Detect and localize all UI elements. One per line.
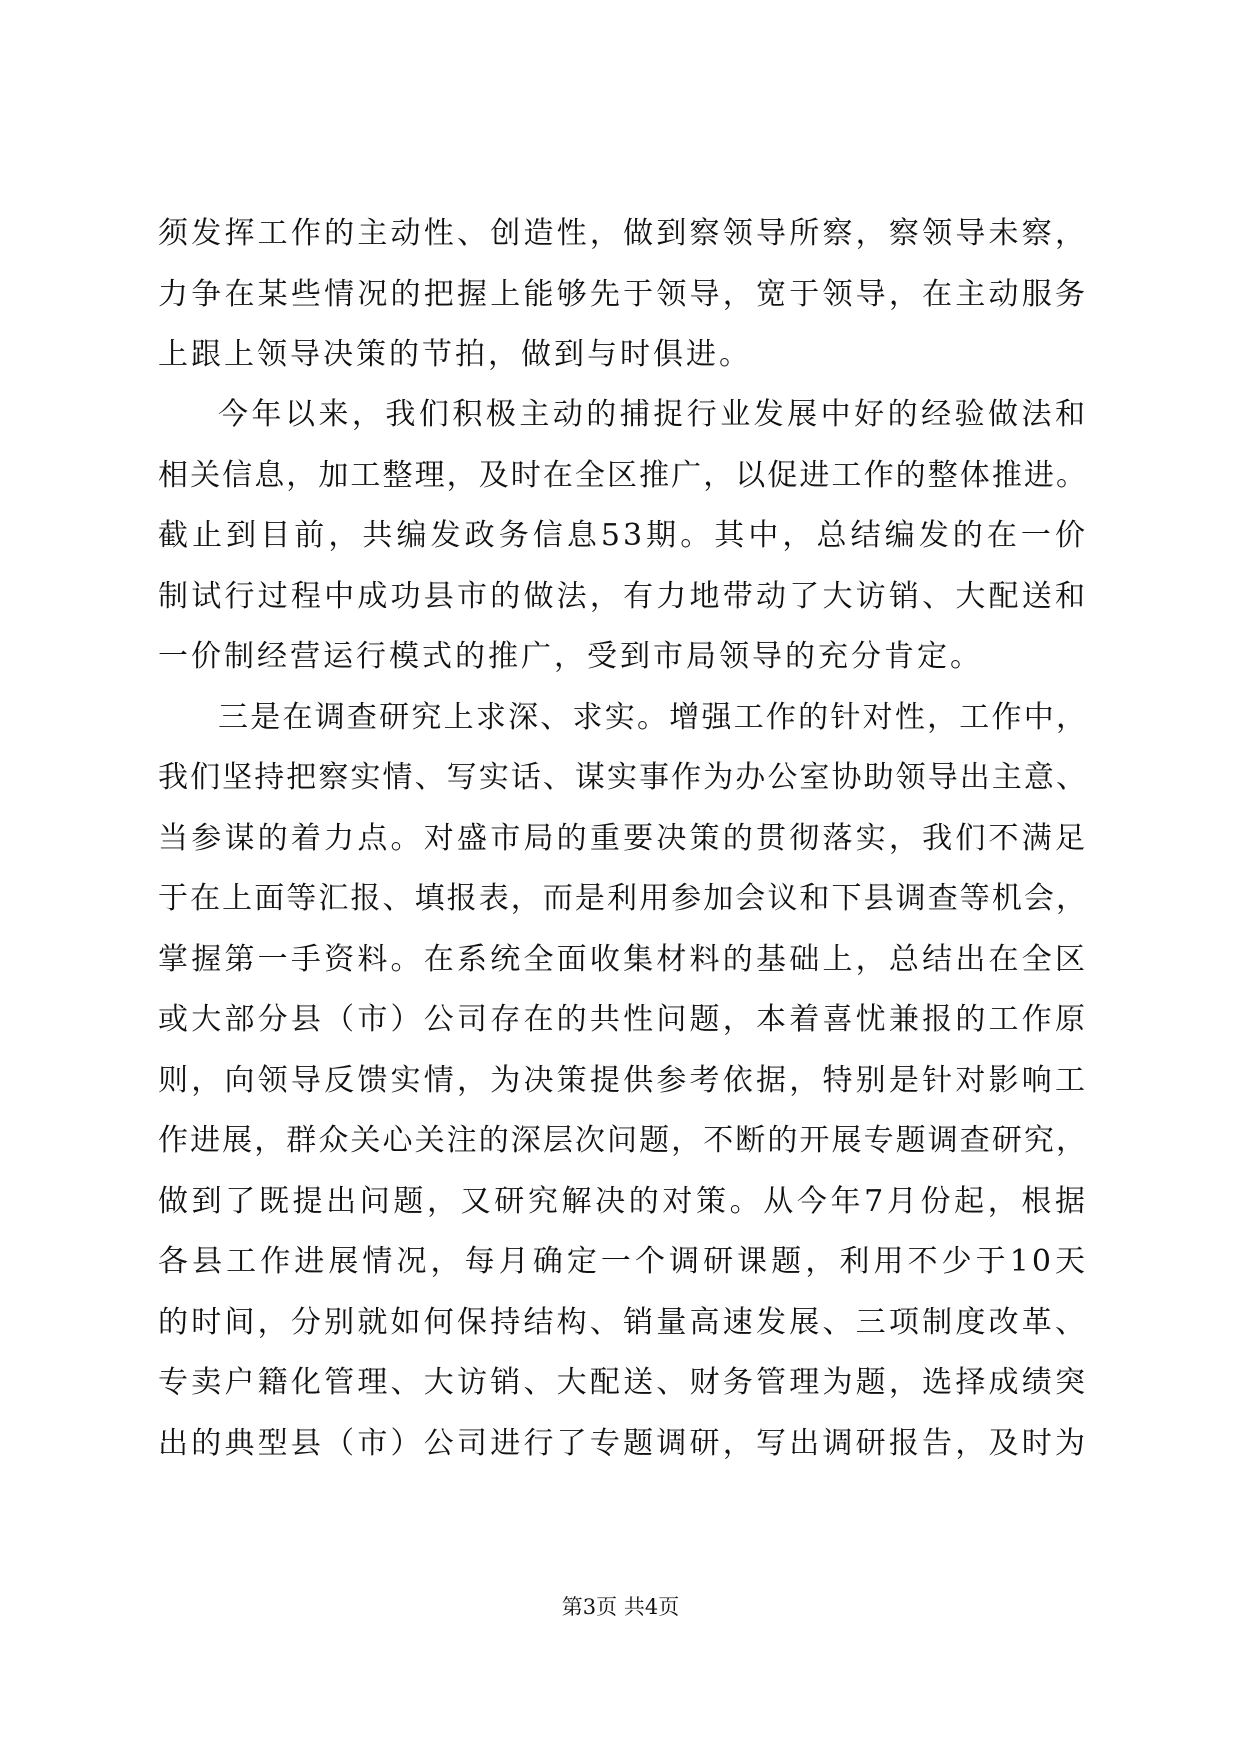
text-line: 专卖户籍化管理、大访销、大配送、财务管理为题，选择成绩突 xyxy=(158,1365,1088,1400)
text-line: 则，向领导反馈实情，为决策提供参考依据，特别是针对影响工 xyxy=(158,1063,1088,1098)
text-line: 各县工作进展情况，每月确定一个调研课题，利用不少于10天 xyxy=(158,1244,1088,1279)
paragraph-first-line: 三是在调查研究上求深、求实。增强工作的针对性，工作中， xyxy=(218,700,1088,735)
text-line: 作进展，群众关心关注的深层次问题，不断的开展专题调查研究， xyxy=(158,1123,1088,1158)
text-line: 制试行过程中成功县市的做法，有力地带动了大访销、大配送和 xyxy=(158,579,1088,614)
page-number: 第3页 共4页 xyxy=(561,1595,680,1619)
text-line: 一价制经营运行模式的推广，受到市局领导的充分肯定。 xyxy=(158,639,983,674)
text-line: 或大部分县（市）公司存在的共性问题，本着喜忧兼报的工作原 xyxy=(158,1002,1088,1037)
text-line: 须发挥工作的主动性、创造性，做到察领导所察，察领导未察， xyxy=(158,216,1088,251)
text-line: 力争在某些情况的把握上能够先于领导，宽于领导，在主动服务 xyxy=(158,277,1088,312)
text-line: 的时间，分别就如何保持结构、销量高速发展、三项制度改革、 xyxy=(158,1305,1088,1340)
text-line: 截止到目前，共编发政务信息53期。其中，总结编发的在一价 xyxy=(158,518,1088,553)
text-line: 当参谋的着力点。对盛市局的重要决策的贯彻落实，我们不满足 xyxy=(158,821,1088,856)
text-line: 相关信息，加工整理，及时在全区推广，以促进工作的整体推进。 xyxy=(158,458,1088,493)
text-line: 我们坚持把察实情、写实话、谋实事作为办公室协助领导出主意、 xyxy=(158,760,1088,795)
paragraph-first-line: 今年以来，我们积极主动的捕捉行业发展中好的经验做法和 xyxy=(218,397,1088,432)
text-line: 做到了既提出问题，又研究解决的对策。从今年7月份起，根据 xyxy=(158,1184,1088,1219)
text-line: 于在上面等汇报、填报表，而是利用参加会议和下县调查等机会， xyxy=(158,881,1088,916)
page-footer xyxy=(0,1593,1241,1621)
text-line: 出的典型县（市）公司进行了专题调研，写出调研报告，及时为 xyxy=(158,1426,1088,1461)
text-line: 掌握第一手资料。在系统全面收集材料的基础上，总结出在全区 xyxy=(158,942,1088,977)
text-line: 上跟上领导决策的节拍，做到与时俱进。 xyxy=(158,337,752,372)
